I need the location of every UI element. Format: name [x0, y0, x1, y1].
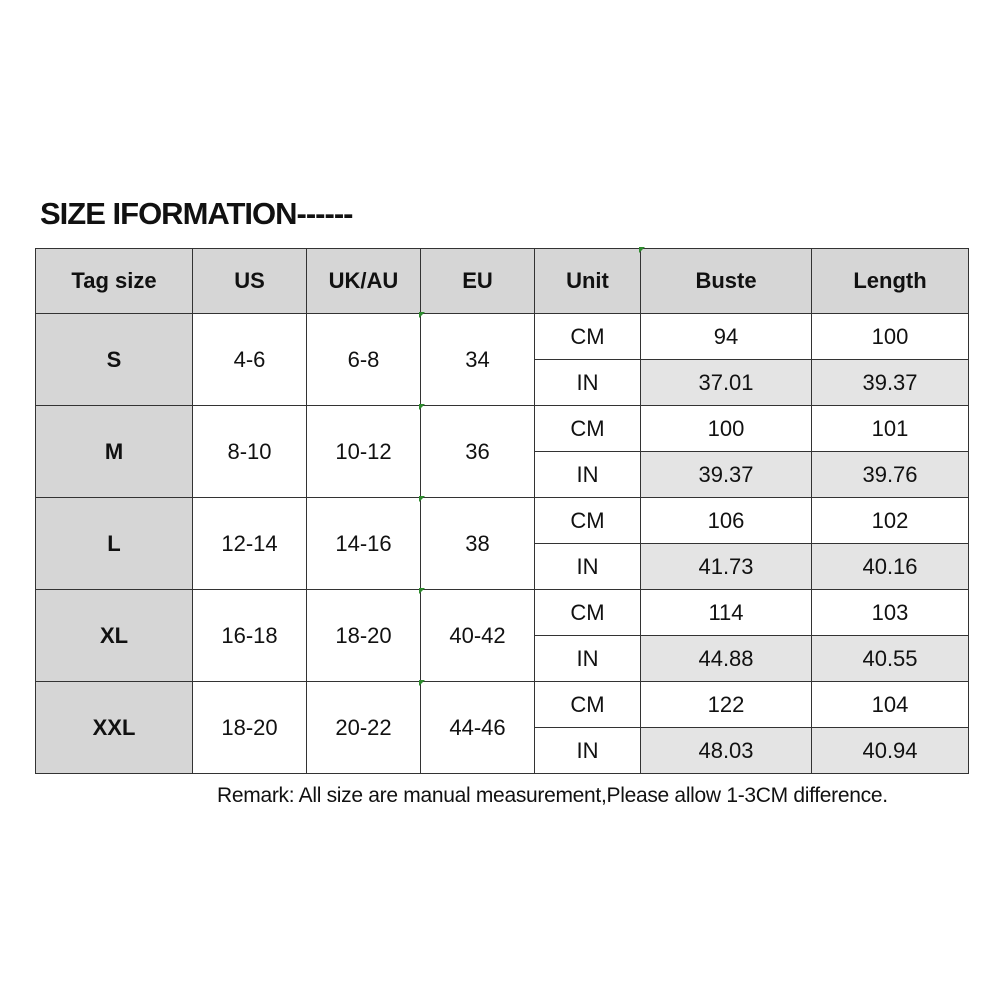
unit-cell: CM: [535, 498, 641, 544]
uk-au-size-cell: 20-22: [307, 682, 421, 774]
green-corner-mark: [639, 247, 645, 253]
length-cell: 100: [812, 314, 969, 360]
eu-size-cell: 40-42: [421, 590, 535, 682]
green-corner-mark: [419, 404, 425, 410]
green-corner-mark: [419, 680, 425, 686]
length-cell: 40.16: [812, 544, 969, 590]
buste-cell: 41.73: [641, 544, 812, 590]
buste-cell: 39.37: [641, 452, 812, 498]
eu-size-cell: 44-46: [421, 682, 535, 774]
size-row-cm: [36, 682, 969, 728]
buste-cell: 114: [641, 590, 812, 636]
tag-size-cell: S: [36, 314, 193, 406]
us-size-cell: 4-6: [193, 314, 307, 406]
green-corner-mark: [419, 312, 425, 318]
size-row-cm: [36, 406, 969, 452]
tag-size-cell: L: [36, 498, 193, 590]
page-title: SIZE IFORMATION------: [40, 196, 353, 231]
size-row-cm: [36, 590, 969, 636]
header-row: [36, 249, 969, 314]
tag-size-cell: M: [36, 406, 193, 498]
unit-cell: CM: [535, 406, 641, 452]
header-unit: Unit: [535, 249, 641, 314]
uk-au-size-cell: 10-12: [307, 406, 421, 498]
size-row-cm: [36, 314, 969, 360]
size-row-cm: [36, 498, 969, 544]
green-corner-mark: [419, 588, 425, 594]
us-size-cell: 18-20: [193, 682, 307, 774]
header-buste: Buste: [641, 249, 812, 314]
length-cell: 40.94: [812, 728, 969, 774]
length-cell: 39.37: [812, 360, 969, 406]
buste-cell: 48.03: [641, 728, 812, 774]
unit-cell: IN: [535, 636, 641, 682]
length-cell: 104: [812, 682, 969, 728]
header-length: Length: [812, 249, 969, 314]
length-cell: 101: [812, 406, 969, 452]
length-cell: 102: [812, 498, 969, 544]
eu-size-cell: 34: [421, 314, 535, 406]
buste-cell: 37.01: [641, 360, 812, 406]
buste-cell: 44.88: [641, 636, 812, 682]
length-cell: 103: [812, 590, 969, 636]
eu-size-cell: 36: [421, 406, 535, 498]
unit-cell: IN: [535, 360, 641, 406]
buste-cell: 100: [641, 406, 812, 452]
us-size-cell: 12-14: [193, 498, 307, 590]
unit-cell: IN: [535, 452, 641, 498]
us-size-cell: 16-18: [193, 590, 307, 682]
unit-cell: IN: [535, 544, 641, 590]
unit-cell: CM: [535, 590, 641, 636]
uk-au-size-cell: 18-20: [307, 590, 421, 682]
eu-size-cell: 38: [421, 498, 535, 590]
buste-cell: 106: [641, 498, 812, 544]
us-size-cell: 8-10: [193, 406, 307, 498]
header-uk-au: UK/AU: [307, 249, 421, 314]
tag-size-cell: XXL: [36, 682, 193, 774]
uk-au-size-cell: 6-8: [307, 314, 421, 406]
unit-cell: CM: [535, 682, 641, 728]
unit-cell: CM: [535, 314, 641, 360]
remark-note: Remark: All size are manual measurement,Please allow 1-3CM difference.: [217, 784, 888, 807]
header-tag-size: Tag size: [36, 249, 193, 314]
uk-au-size-cell: 14-16: [307, 498, 421, 590]
buste-cell: 122: [641, 682, 812, 728]
header-eu: EU: [421, 249, 535, 314]
length-cell: 40.55: [812, 636, 969, 682]
buste-cell: 94: [641, 314, 812, 360]
header-us: US: [193, 249, 307, 314]
unit-cell: IN: [535, 728, 641, 774]
tag-size-cell: XL: [36, 590, 193, 682]
length-cell: 39.76: [812, 452, 969, 498]
green-corner-mark: [419, 496, 425, 502]
size-table: [35, 248, 969, 774]
